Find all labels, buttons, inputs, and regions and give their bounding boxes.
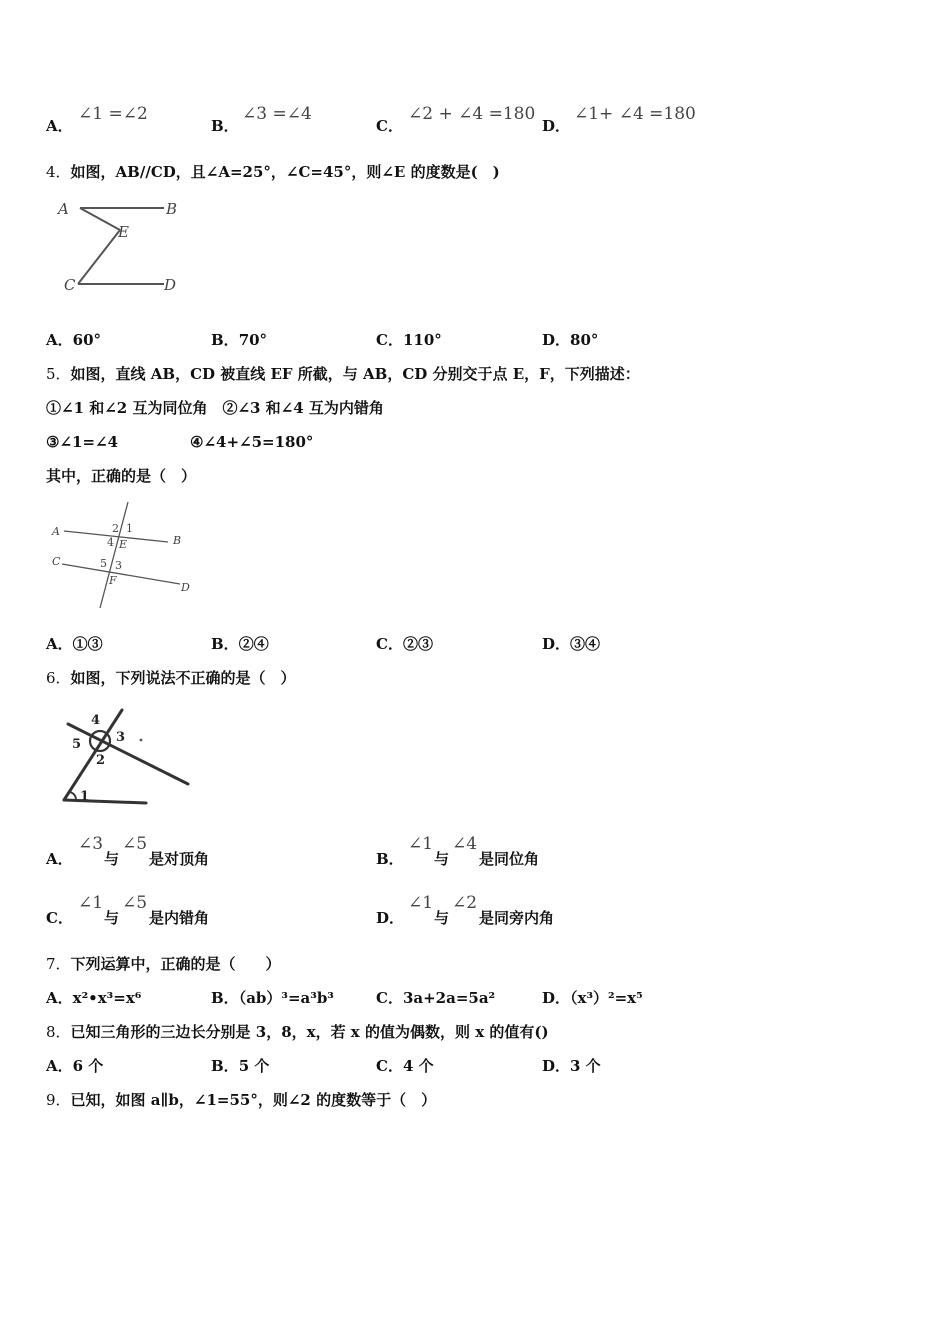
q8-option-b: B．5 个 bbox=[211, 1057, 270, 1075]
q6-option-a-angle1: ∠3 bbox=[78, 834, 104, 854]
q6-stem bbox=[46, 668, 296, 688]
q7-stem-text: 下列运算中，正确的是（ ） bbox=[70, 955, 281, 973]
q5-label-d: D bbox=[181, 581, 190, 594]
q7-stem bbox=[46, 954, 281, 974]
q4-stem-text: 如图，AB//CD，且∠A=25°，∠C=45°，则∠E 的度数是( ) bbox=[70, 163, 500, 181]
q6-option-a-angle2: ∠5 bbox=[122, 834, 148, 854]
q4-label-d: D bbox=[164, 276, 177, 294]
q6-option-b-letter: B． bbox=[376, 850, 404, 868]
q4-label-b: B bbox=[166, 200, 178, 218]
q3-option-a-letter: A． bbox=[46, 117, 73, 135]
q6-option-c-mid: 与 bbox=[104, 909, 120, 927]
q6-option-a-letter: A． bbox=[46, 850, 73, 868]
q5-option-a: A．①③ bbox=[46, 635, 103, 653]
q5-angle-1: 1 bbox=[126, 522, 133, 535]
q8-number: 8． bbox=[46, 1023, 71, 1041]
q3-option-d-letter: D． bbox=[542, 117, 571, 135]
q8-stem bbox=[46, 1022, 549, 1042]
q4-number: 4． bbox=[46, 163, 71, 181]
q8-option-d: D．3 个 bbox=[542, 1057, 601, 1075]
q5-option-b: B．②④ bbox=[211, 635, 269, 653]
q5-angle-3: 3 bbox=[115, 559, 122, 572]
q5-angle-5: 5 bbox=[100, 557, 107, 570]
q6-option-d-angle1: ∠1 bbox=[408, 893, 434, 913]
q5-statement-4: ④∠4+∠5=180° bbox=[190, 433, 314, 451]
q6-stem-text: 如图，下列说法不正确的是（ ） bbox=[70, 669, 296, 687]
q5-number: 5． bbox=[46, 365, 71, 383]
q3-option-c-expr: ∠2 + ∠4 =180 bbox=[408, 104, 536, 124]
q6-figure bbox=[54, 704, 194, 808]
q5-angle-2: 2 bbox=[112, 522, 119, 535]
q3-option-b-expr: ∠3 =∠4 bbox=[242, 104, 312, 124]
q6-option-b-angle2: ∠4 bbox=[452, 834, 478, 854]
q7-option-a: A．x²•x³=x⁶ bbox=[46, 989, 142, 1007]
q7-number: 7． bbox=[46, 955, 71, 973]
q6-angle-4: 4 bbox=[91, 713, 101, 728]
q5-stem-text: 如图，直线 AB，CD 被直线 EF 所截，与 AB，CD 分别交于点 E，F，下列描述： bbox=[70, 365, 640, 383]
q6-option-c-letter: C． bbox=[46, 909, 73, 927]
q8-option-c: C．4 个 bbox=[376, 1057, 434, 1075]
q5-label-e: E bbox=[119, 538, 128, 551]
q5-angle-4: 4 bbox=[107, 536, 114, 549]
q4-option-d: D．80° bbox=[542, 331, 599, 349]
q6-angle-1: 1 bbox=[80, 789, 90, 804]
q6-option-d-mid: 与 bbox=[434, 909, 450, 927]
q3-option-b-letter: B． bbox=[211, 117, 239, 135]
q4-option-c: C．110° bbox=[376, 331, 442, 349]
q3-option-c-letter: C． bbox=[376, 117, 403, 135]
q6-option-b-mid: 与 bbox=[434, 850, 450, 868]
q7-option-c: C．3a+2a=5a² bbox=[376, 989, 496, 1007]
q8-option-a: A．6 个 bbox=[46, 1057, 104, 1075]
q6-option-b-tail: 是同位角 bbox=[479, 850, 540, 868]
q6-option-d-tail: 是同旁内角 bbox=[479, 909, 555, 927]
q3-option-a-expr: ∠1 =∠2 bbox=[78, 104, 148, 124]
q4-label-e: E bbox=[118, 223, 129, 241]
q4-option-b: B．70° bbox=[211, 331, 268, 349]
q5-statement-line1: ①∠1 和∠2 互为同位角 ②∠3 和∠4 互为内错角 bbox=[46, 399, 384, 417]
q3-option-d-expr: ∠1+ ∠4 =180 bbox=[574, 104, 696, 124]
q4-option-a: A．60° bbox=[46, 331, 102, 349]
q6-angle-3: 3 bbox=[116, 730, 126, 745]
q6-option-d-letter: D． bbox=[376, 909, 405, 927]
q4-label-a: A bbox=[58, 200, 69, 218]
q6-option-a-tail: 是对顶角 bbox=[149, 850, 210, 868]
q6-option-c-angle1: ∠1 bbox=[78, 893, 104, 913]
q6-angle-2: 2 bbox=[96, 753, 106, 768]
q5-statement-3: ③∠1=∠4 bbox=[46, 433, 119, 451]
q5-label-a: A bbox=[52, 525, 60, 538]
q9-stem-text: 已知，如图 a∥b，∠1=55°，则∠2 的度数等于（ ） bbox=[70, 1091, 437, 1109]
q9-stem bbox=[46, 1090, 436, 1110]
q6-angle-5: 5 bbox=[72, 737, 82, 752]
q5-question: 其中，正确的是（ ） bbox=[46, 467, 197, 485]
q7-option-d: D．（x³）²=x⁵ bbox=[542, 989, 643, 1007]
q7-option-b: B．（ab）³=a³b³ bbox=[211, 989, 334, 1007]
q8-stem-text: 已知三角形的三边长分别是 3，8，x，若 x 的值为偶数，则 x 的值有() bbox=[70, 1023, 549, 1041]
q6-option-d-angle2: ∠2 bbox=[452, 893, 478, 913]
q5-label-b: B bbox=[173, 534, 182, 547]
q6-option-b-angle1: ∠1 bbox=[408, 834, 434, 854]
q6-option-c-tail: 是内错角 bbox=[149, 909, 210, 927]
q5-stem bbox=[46, 364, 640, 384]
q4-figure bbox=[52, 192, 192, 300]
q5-option-d: D．③④ bbox=[542, 635, 601, 653]
q4-stem bbox=[46, 162, 500, 182]
q5-figure bbox=[46, 496, 206, 614]
q5-option-c: C．②③ bbox=[376, 635, 433, 653]
q6-option-a-mid: 与 bbox=[104, 850, 120, 868]
q4-label-c: C bbox=[64, 276, 76, 294]
q9-number: 9． bbox=[46, 1091, 71, 1109]
q5-label-f: F bbox=[109, 574, 117, 587]
q5-label-c: C bbox=[52, 555, 61, 568]
q6-option-c-angle2: ∠5 bbox=[122, 893, 148, 913]
q6-number: 6． bbox=[46, 669, 71, 687]
